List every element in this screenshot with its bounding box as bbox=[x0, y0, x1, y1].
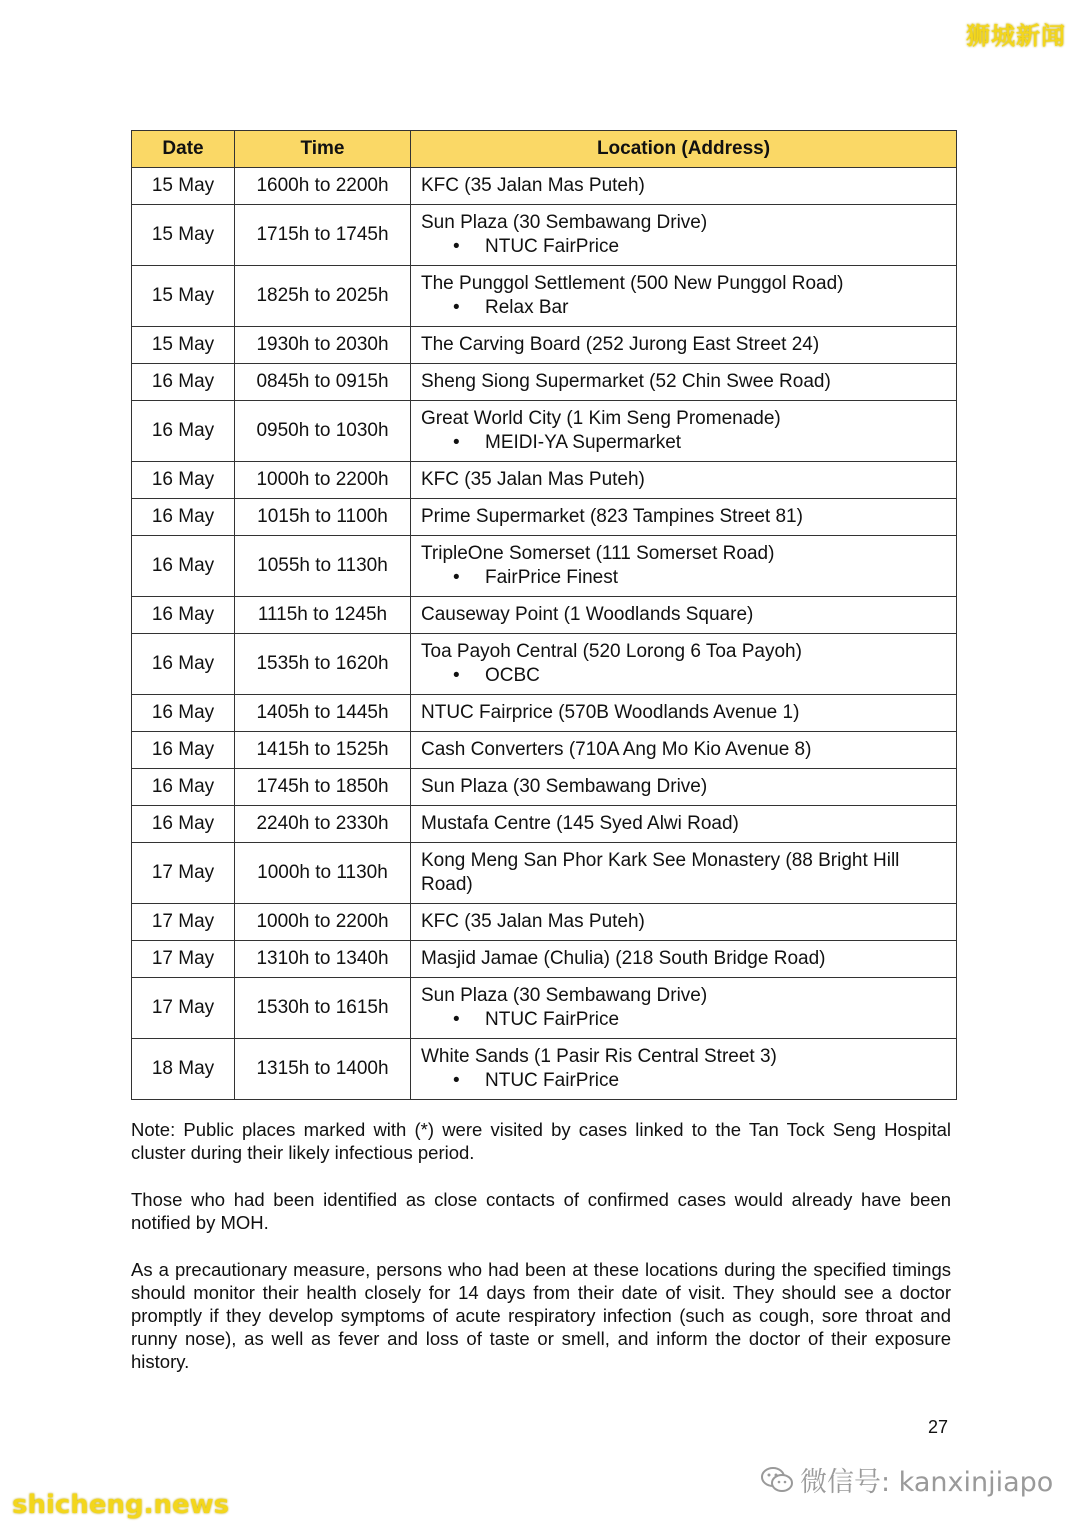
cell-time: 1000h to 2200h bbox=[235, 904, 411, 941]
sub-item-label: Relax Bar bbox=[485, 297, 569, 318]
bullet-icon: • bbox=[453, 297, 460, 318]
bullet-icon: • bbox=[453, 567, 460, 588]
cell-location bbox=[411, 978, 957, 1039]
location-sub-item bbox=[421, 664, 946, 688]
wechat-id-text: 微信号: kanxinjiapo bbox=[800, 1467, 1054, 1498]
cell-time: 0950h to 1030h bbox=[235, 401, 411, 462]
location-sub-item bbox=[421, 296, 946, 320]
cell-location bbox=[411, 806, 957, 843]
cell-date: 16 May bbox=[132, 806, 235, 843]
cell-location bbox=[411, 499, 957, 536]
location-name: Sun Plaza (30 Sembawang Drive) bbox=[421, 985, 708, 1006]
cell-location bbox=[411, 536, 957, 597]
cell-location bbox=[411, 695, 957, 732]
table-row bbox=[132, 904, 957, 941]
cell-date: 15 May bbox=[132, 205, 235, 266]
cell-date: 17 May bbox=[132, 904, 235, 941]
close-contacts-paragraph: Those who had been identified as close contacts of confirmed cases would already have been notified by MOH. bbox=[131, 1189, 951, 1233]
table-row bbox=[132, 941, 957, 978]
cell-location bbox=[411, 1039, 957, 1100]
cell-time: 1315h to 1400h bbox=[235, 1039, 411, 1100]
table-row bbox=[132, 806, 957, 843]
cell-date: 17 May bbox=[132, 978, 235, 1039]
location-name: KFC (35 Jalan Mas Puteh) bbox=[421, 175, 645, 196]
location-name: Toa Payoh Central (520 Lorong 6 Toa Payoh) bbox=[421, 641, 802, 662]
cell-location bbox=[411, 327, 957, 364]
location-name: KFC (35 Jalan Mas Puteh) bbox=[421, 469, 645, 490]
sub-item-label: NTUC FairPrice bbox=[485, 236, 620, 257]
cell-location bbox=[411, 634, 957, 695]
location-name: Mustafa Centre (145 Syed Alwi Road) bbox=[421, 813, 739, 834]
table-row bbox=[132, 364, 957, 401]
cell-location bbox=[411, 732, 957, 769]
cell-date: 17 May bbox=[132, 843, 235, 904]
sub-item-label: MEIDI-YA Supermarket bbox=[485, 432, 682, 453]
location-name: The Punggol Settlement (500 New Punggol Road) bbox=[421, 273, 844, 294]
location-name: Causeway Point (1 Woodlands Square) bbox=[421, 604, 754, 625]
location-name: KFC (35 Jalan Mas Puteh) bbox=[421, 911, 645, 932]
location-name: Sheng Siong Supermarket (52 Chin Swee Road) bbox=[421, 371, 831, 392]
sub-item-label: NTUC FairPrice bbox=[485, 1009, 620, 1030]
cell-date: 16 May bbox=[132, 732, 235, 769]
cell-location bbox=[411, 462, 957, 499]
cell-time: 1015h to 1100h bbox=[235, 499, 411, 536]
table-row bbox=[132, 695, 957, 732]
watermark-bottom: shicheng.news bbox=[12, 1490, 230, 1520]
table-row bbox=[132, 843, 957, 904]
watermark-top: 狮城新闻 bbox=[966, 22, 1066, 50]
table-row bbox=[132, 327, 957, 364]
page-number: 27 bbox=[928, 1417, 949, 1437]
location-sub-item bbox=[421, 1069, 946, 1093]
location-sub-item bbox=[421, 235, 946, 259]
bullet-icon: • bbox=[453, 665, 460, 686]
location-sub-item bbox=[421, 1008, 946, 1032]
sub-item-label: FairPrice Finest bbox=[485, 567, 619, 588]
cell-date: 16 May bbox=[132, 695, 235, 732]
table-row bbox=[132, 205, 957, 266]
location-name: Kong Meng San Phor Kark See Monastery (88 Bright Hill Road) bbox=[421, 850, 900, 895]
table-row bbox=[132, 168, 957, 205]
bullet-icon: • bbox=[453, 1009, 460, 1030]
cell-location bbox=[411, 168, 957, 205]
location-name: NTUC Fairprice (570B Woodlands Avenue 1) bbox=[421, 702, 800, 723]
wechat-icon bbox=[760, 1466, 794, 1494]
cell-location bbox=[411, 205, 957, 266]
table-row bbox=[132, 634, 957, 695]
location-name: Masjid Jamae (Chulia) (218 South Bridge Road) bbox=[421, 948, 826, 969]
bullet-icon: • bbox=[453, 236, 460, 257]
cell-date: 16 May bbox=[132, 597, 235, 634]
header-location: Location (Address) bbox=[411, 131, 957, 168]
location-name: Great World City (1 Kim Seng Promenade) bbox=[421, 408, 781, 429]
sub-item-label: NTUC FairPrice bbox=[485, 1070, 620, 1091]
cell-time: 1825h to 2025h bbox=[235, 266, 411, 327]
cell-location bbox=[411, 843, 957, 904]
cell-date: 17 May bbox=[132, 941, 235, 978]
precaution-paragraph: As a precautionary measure, persons who had been at these locations during the specified timings should monitor their health closely for 14 days from their date of visit. They should see a doctor promptly if they develop symptoms of acute respiratory infection (such as cough, sore throat and runny nose), as well as fever and loss of taste or smell, and inform the doctor of their exposure history. bbox=[131, 1259, 951, 1372]
cell-time: 1000h to 2200h bbox=[235, 462, 411, 499]
cell-date: 16 May bbox=[132, 401, 235, 462]
cell-location bbox=[411, 769, 957, 806]
cell-time: 1115h to 1245h bbox=[235, 597, 411, 634]
table-row bbox=[132, 499, 957, 536]
cell-date: 16 May bbox=[132, 462, 235, 499]
cell-time: 1000h to 1130h bbox=[235, 843, 411, 904]
header-date: Date bbox=[132, 131, 235, 168]
location-name: TripleOne Somerset (111 Somerset Road) bbox=[421, 543, 775, 564]
table-row bbox=[132, 597, 957, 634]
cell-date: 16 May bbox=[132, 769, 235, 806]
cell-time: 1415h to 1525h bbox=[235, 732, 411, 769]
table-row bbox=[132, 462, 957, 499]
sub-item-label: OCBC bbox=[485, 665, 540, 686]
bullet-icon: • bbox=[453, 432, 460, 453]
cell-time: 0845h to 0915h bbox=[235, 364, 411, 401]
location-sub-item bbox=[421, 566, 946, 590]
cell-time: 1055h to 1130h bbox=[235, 536, 411, 597]
cell-time: 1535h to 1620h bbox=[235, 634, 411, 695]
location-name: Sun Plaza (30 Sembawang Drive) bbox=[421, 212, 708, 233]
cell-time: 1600h to 2200h bbox=[235, 168, 411, 205]
location-name: The Carving Board (252 Jurong East Street 24) bbox=[421, 334, 820, 355]
cell-location bbox=[411, 597, 957, 634]
bullet-icon: • bbox=[453, 1070, 460, 1091]
cell-time: 1745h to 1850h bbox=[235, 769, 411, 806]
cell-time: 1405h to 1445h bbox=[235, 695, 411, 732]
table-row bbox=[132, 978, 957, 1039]
location-name: Sun Plaza (30 Sembawang Drive) bbox=[421, 776, 708, 797]
cell-location bbox=[411, 904, 957, 941]
cell-time: 1930h to 2030h bbox=[235, 327, 411, 364]
cell-time: 1310h to 1340h bbox=[235, 941, 411, 978]
cell-date: 16 May bbox=[132, 634, 235, 695]
cell-location bbox=[411, 364, 957, 401]
cell-date: 18 May bbox=[132, 1039, 235, 1100]
table-row bbox=[132, 769, 957, 806]
cell-location bbox=[411, 401, 957, 462]
cell-date: 15 May bbox=[132, 168, 235, 205]
header-time: Time bbox=[235, 131, 411, 168]
cell-time: 2240h to 2330h bbox=[235, 806, 411, 843]
table-header-row bbox=[132, 131, 957, 168]
cell-date: 15 May bbox=[132, 327, 235, 364]
table-row bbox=[132, 1039, 957, 1100]
table-row bbox=[132, 401, 957, 462]
cell-date: 16 May bbox=[132, 499, 235, 536]
note-paragraph: Note: Public places marked with (*) were visited by cases linked to the Tan Tock Seng Hospital cluster during their likely infectious period. bbox=[131, 1119, 951, 1163]
location-sub-item bbox=[421, 431, 946, 455]
table-row bbox=[132, 536, 957, 597]
cell-time: 1715h to 1745h bbox=[235, 205, 411, 266]
notes-section bbox=[131, 1118, 951, 1397]
cell-time: 1530h to 1615h bbox=[235, 978, 411, 1039]
table-row bbox=[132, 266, 957, 327]
cell-date: 16 May bbox=[132, 364, 235, 401]
location-name: White Sands (1 Pasir Ris Central Street 3) bbox=[421, 1046, 777, 1067]
cell-date: 16 May bbox=[132, 536, 235, 597]
wechat-watermark bbox=[760, 1460, 1053, 1499]
cell-date: 15 May bbox=[132, 266, 235, 327]
location-name: Cash Converters (710A Ang Mo Kio Avenue 8) bbox=[421, 739, 812, 760]
visit-locations-table bbox=[131, 130, 957, 1100]
cell-location bbox=[411, 266, 957, 327]
cell-location bbox=[411, 941, 957, 978]
table-row bbox=[132, 732, 957, 769]
location-name: Prime Supermarket (823 Tampines Street 81) bbox=[421, 506, 803, 527]
